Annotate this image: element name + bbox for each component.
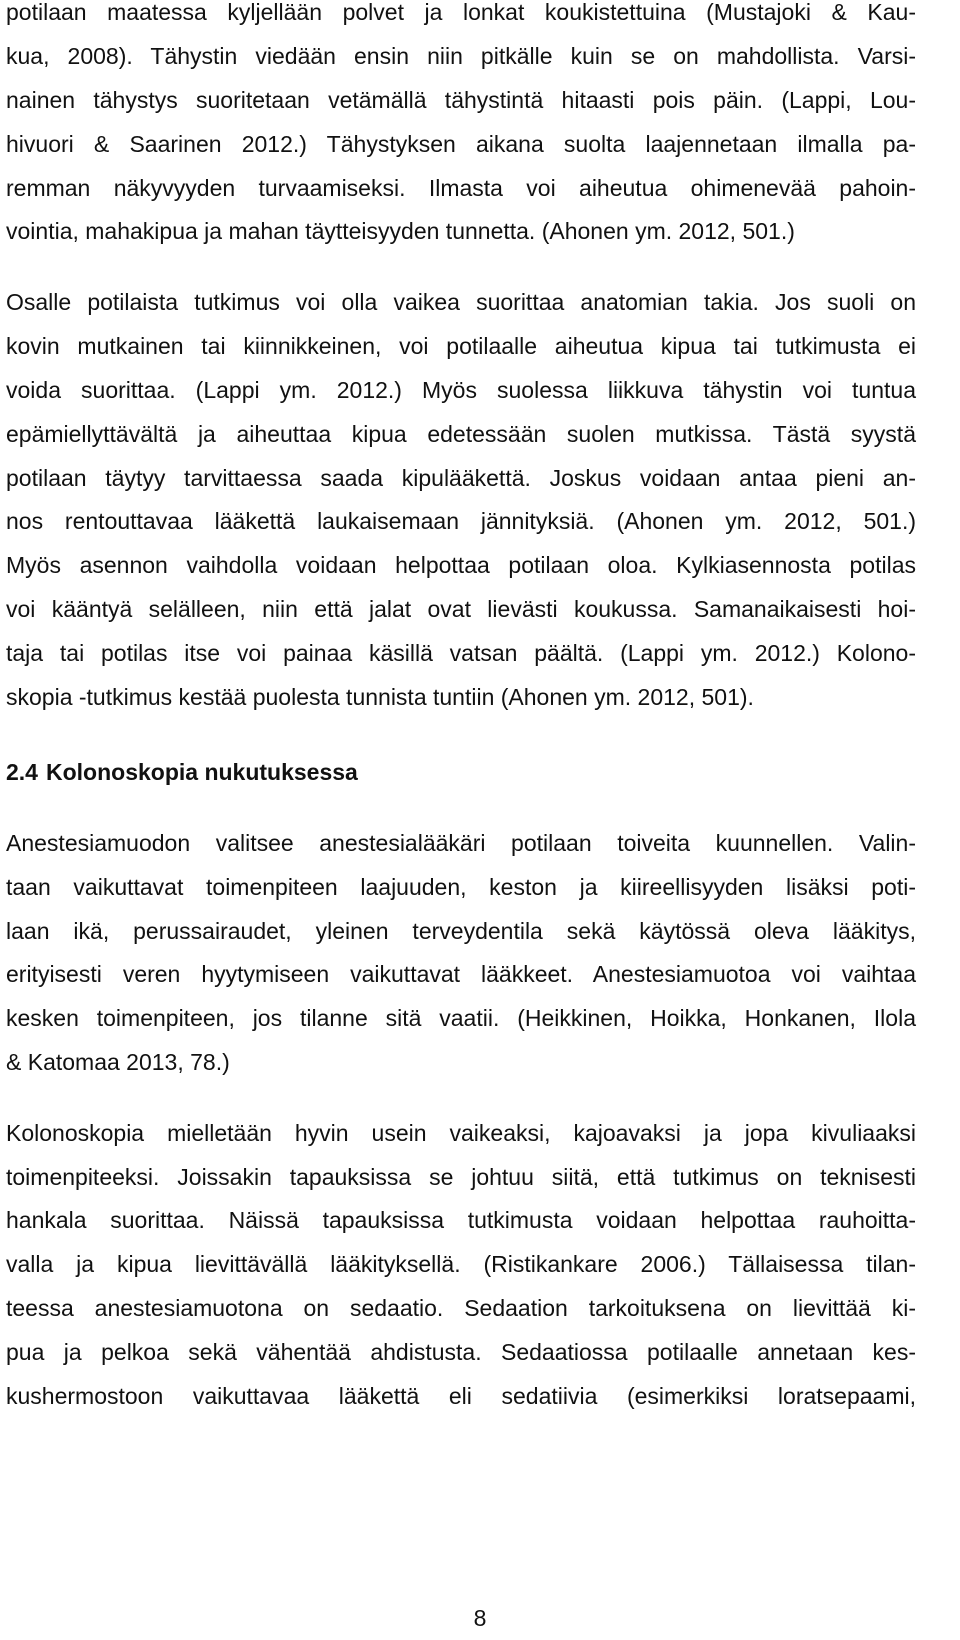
- text-line: vointia, mahakipua ja mahan täytteisyyden tunnetta. (Ahonen ym. 2012, 501.): [6, 218, 795, 244]
- text-line: potilaan täytyy tarvittaessa saada kipulääkettä. Joskus voidaan antaa pieni an-: [6, 465, 916, 491]
- page-number: 8: [473, 1605, 487, 1631]
- text-line: nos rentouttavaa lääkettä laukaisemaan jännityksiä. (Ahonen ym. 2012, 501.): [6, 508, 916, 534]
- text-line: kua, 2008). Tähystin viedään ensin niin pitkälle kuin se on mahdollista. Varsi-: [6, 43, 916, 69]
- text-line: Myös asennon vaihdolla voidaan helpottaa potilaan oloa. Kylkiasennosta potilas: [6, 552, 916, 578]
- text-line: kushermostoon vaikuttavaa lääkettä eli sedatiivia (esimerkiksi loratsepaami,: [6, 1383, 916, 1409]
- text-line: taja tai potilas itse voi painaa käsillä vatsan päältä. (Lappi ym. 2012.) Kolono-: [6, 640, 916, 666]
- text-line: teessa anestesiamuotona on sedaatio. Sedaation tarkoituksena on lievittää ki-: [6, 1295, 916, 1321]
- section-number: 2.4: [6, 759, 38, 785]
- text-line: hankala suorittaa. Näissä tapauksissa tutkimusta voidaan helpottaa rauhoitta-: [6, 1207, 916, 1233]
- text-line: Kolonoskopia mielletään hyvin usein vaikeaksi, kajoavaksi ja jopa kivuliaaksi: [6, 1120, 916, 1146]
- section-heading: [6, 757, 358, 787]
- text-line: taan vaikuttavat toimenpiteen laajuuden, keston ja kiireellisyyden lisäksi poti-: [6, 874, 916, 900]
- text-line: toimenpiteeksi. Joissakin tapauksissa se johtuu siitä, että tutkimus on teknisesti: [6, 1164, 916, 1190]
- section-title: Kolonoskopia nukutuksessa: [46, 759, 358, 785]
- text-line: kovin mutkainen tai kiinnikkeinen, voi potilaalle aiheutua kipua tai tutkimusta ei: [6, 333, 916, 359]
- text-line: voida suorittaa. (Lappi ym. 2012.) Myös suolessa liikkuva tähystin voi tuntua: [6, 377, 916, 403]
- text-line: voi kääntyä selälleen, niin että jalat ovat lievästi koukussa. Samanaikaisesti hoi-: [6, 596, 916, 622]
- text-line: Osalle potilaista tutkimus voi olla vaikea suorittaa anatomian takia. Jos suoli on: [6, 289, 916, 315]
- text-line: kesken toimenpiteen, jos tilanne sitä vaatii. (Heikkinen, Hoikka, Honkanen, Ilola: [6, 1005, 916, 1031]
- text-line: laan ikä, perussairaudet, yleinen terveydentila sekä käytössä oleva lääkitys,: [6, 918, 916, 944]
- text-line: nainen tähystys suoritetaan vetämällä tähystintä hitaasti pois päin. (Lappi, Lou-: [6, 87, 916, 113]
- text-line: potilaan maatessa kyljellään polvet ja lonkat koukistettuina (Mustajoki & Kau-: [6, 0, 916, 25]
- text-line: epämiellyttävältä ja aiheuttaa kipua edetessään suolen mutkissa. Tästä syystä: [6, 421, 916, 447]
- text-line: & Katomaa 2013, 78.): [6, 1049, 230, 1075]
- text-line: Anestesiamuodon valitsee anestesialääkäri potilaan toiveita kuunnellen. Valin-: [6, 830, 916, 856]
- text-line: remman näkyvyyden turvaamiseksi. Ilmasta voi aiheutua ohimenevää pahoin-: [6, 175, 916, 201]
- text-line: valla ja kipua lievittävällä lääkityksellä. (Ristikankare 2006.) Tällaisessa tilan-: [6, 1251, 916, 1277]
- text-line: skopia -tutkimus kestää puolesta tunnista tuntiin (Ahonen ym. 2012, 501).: [6, 684, 754, 710]
- text-line: pua ja pelkoa sekä vähentää ahdistusta. Sedaatiossa potilaalle annetaan kes-: [6, 1339, 916, 1365]
- text-line: erityisesti veren hyytymiseen vaikuttavat lääkkeet. Anestesiamuotoa voi vaihtaa: [6, 961, 916, 987]
- text-line: hivuori & Saarinen 2012.) Tähystyksen aikana suolta laajennetaan ilmalla pa-: [6, 131, 916, 157]
